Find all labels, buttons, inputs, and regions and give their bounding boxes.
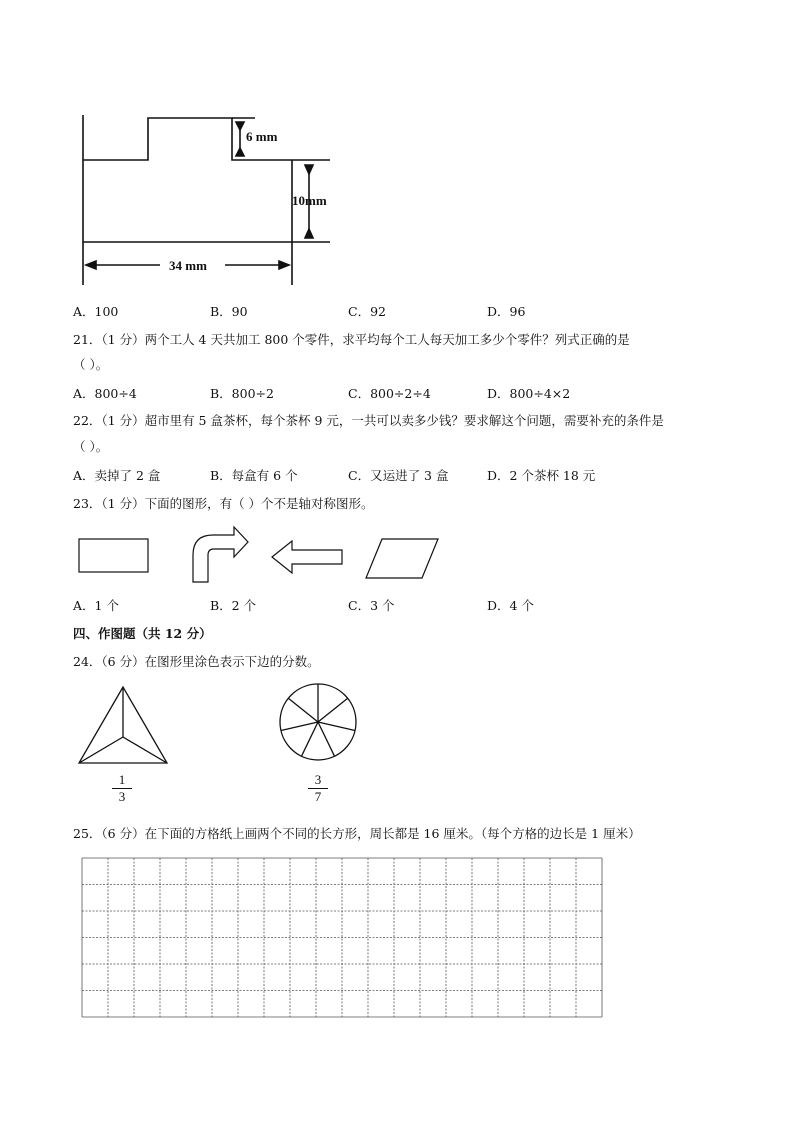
fraction-denominator: 3 bbox=[118, 789, 126, 804]
q20-option-c[interactable]: C．92 bbox=[348, 304, 386, 319]
grid-paper[interactable] bbox=[0, 850, 794, 1030]
q23-text: 23．（1 分）下面的图形，有（ ）个不是轴对称图形。 bbox=[73, 496, 374, 511]
q23-option-d[interactable]: D．4 个 bbox=[487, 598, 534, 613]
fraction-denominator: 7 bbox=[314, 789, 322, 804]
q20-option-d[interactable]: D．96 bbox=[487, 304, 526, 319]
fraction-one-third bbox=[112, 773, 132, 804]
parallelogram-shape bbox=[366, 539, 438, 578]
q21-option-a[interactable]: A．800÷4 bbox=[73, 386, 137, 401]
q22-option-a[interactable]: A．卖掉了 2 盒 bbox=[73, 468, 161, 483]
q24-figures bbox=[0, 680, 794, 780]
fraction-three-sevenths bbox=[308, 773, 328, 804]
section-title: 四、作图题（共 12 分） bbox=[73, 626, 212, 641]
q21-blank[interactable]: （ ）。 bbox=[73, 357, 109, 372]
q21-option-d[interactable]: D．800÷4×2 bbox=[487, 386, 571, 401]
dim-label-6mm: 6 mm bbox=[246, 129, 278, 144]
q20-option-a[interactable]: A．100 bbox=[73, 304, 119, 319]
circle-shape bbox=[280, 684, 356, 760]
q23-shapes bbox=[0, 525, 794, 595]
q23-option-c[interactable]: C．3 个 bbox=[348, 598, 395, 613]
q22-option-d[interactable]: D．2 个茶杯 18 元 bbox=[487, 468, 596, 483]
fraction-numerator: 1 bbox=[118, 772, 126, 787]
q21-option-b[interactable]: B．800÷2 bbox=[210, 386, 274, 401]
dim-label-10mm: 10mm bbox=[292, 193, 327, 208]
fraction-numerator: 3 bbox=[314, 772, 322, 787]
left-arrow-shape bbox=[272, 541, 342, 573]
dim-label-34mm: 34 mm bbox=[169, 258, 207, 273]
q23-option-b[interactable]: B．2 个 bbox=[210, 598, 257, 613]
bent-arrow-shape bbox=[193, 527, 248, 582]
q20-step-figure bbox=[0, 0, 794, 300]
q21-option-c[interactable]: C．800÷2÷4 bbox=[348, 386, 431, 401]
q25-text: 25．（6 分）在下面的方格纸上画两个不同的长方形，周长都是 16 厘米。（每个方格的边长是 1 厘米） bbox=[73, 826, 641, 841]
q22-blank[interactable]: （ ）。 bbox=[73, 439, 109, 454]
q23-option-a[interactable]: A．1 个 bbox=[73, 598, 119, 613]
q21-text: 21．（1 分）两个工人 4 天共加工 800 个零件，求平均每个工人每天加工多少个零件？列式正确的是 bbox=[73, 332, 630, 347]
q20-option-b[interactable]: B．90 bbox=[210, 304, 248, 319]
q22-text: 22．（1 分）超市里有 5 盒茶杯，每个茶杯 9 元，一共可以卖多少钱？要求解这个问题，需要补充的条件是 bbox=[73, 413, 664, 428]
rectangle-shape bbox=[79, 539, 148, 572]
q22-option-c[interactable]: C．又运进了 3 盒 bbox=[348, 468, 449, 483]
q24-text: 24．（6 分）在图形里涂色表示下边的分数。 bbox=[73, 654, 320, 669]
q22-option-b[interactable]: B．每盒有 6 个 bbox=[210, 468, 298, 483]
